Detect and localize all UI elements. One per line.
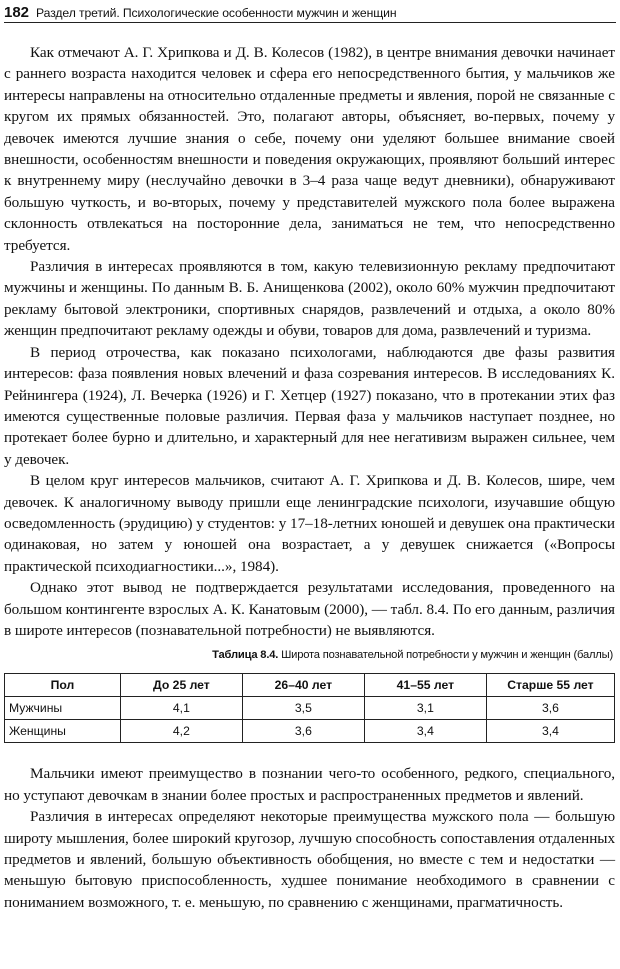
paragraph: Различия в интересах определяют некоторые преимущества мужского пола — большую широту мышления, более широкий кругозор, лучшую способность сопоставления отдаленных предметов и явлений, большую объективность обобщения, но вместе с тем и недостатки — меньшую бытовую приспособленность, худшее понимание необходимого в сравнении с пониманием возможного, т. е. меньшую, по сравнению с женщинами, прагматичность.: [4, 808, 615, 911]
table-header-cell: До 25 лет: [120, 674, 242, 697]
page-body: [4, 42, 615, 913]
table-caption-text: Широта познавательной потребности у мужчин и женщин (баллы): [281, 649, 613, 662]
data-table: [4, 673, 615, 743]
table-header-cell: 41–55 лет: [364, 674, 486, 697]
table-header-row: [5, 674, 615, 697]
table-cell: 3,5: [242, 697, 364, 720]
table-row: [5, 697, 615, 720]
table-cell: 3,1: [364, 697, 486, 720]
paragraph: Различия в интересах проявляются в том, какую телевизионную рекламу предпочитают мужчины и женщины. По данным В. Б. Анищенкова (2002), около 60% мужчин предпочитают рекламу бытовой электроники, спортивных снарядов, развлечений и отдыха, а около 80% женщин предпочитают рекламу одежды и обуви, товаров для дома, развлечений и туризма.: [4, 258, 615, 340]
table-caption: [4, 649, 613, 661]
paragraph: Мальчики имеют преимущество в познании чего-то особенного, редкого, специального, но уступают девочкам в знании более простых и распространенных предметов и явлений.: [4, 765, 615, 804]
table-cell: 3,6: [486, 697, 614, 720]
table-cell: 4,2: [120, 720, 242, 743]
running-header: [4, 2, 616, 23]
paragraph: В целом круг интересов мальчиков, считают А. Г. Хрипкова и Д. В. Колесов, шире, чем девочек. К аналогичному выводу пришли еще ленинградские психологи, изучавшие общую осведомленность (эрудицию) у студентов: у 17–18-летних юношей и девушек она практически одинаковая, но затем у юношей она возрастает, а у девушек снижается («Вопросы практической психодиагностики...», 1984).: [4, 472, 615, 575]
table-cell: Женщины: [5, 720, 121, 743]
table-header-cell: 26–40 лет: [242, 674, 364, 697]
page-number: 182: [4, 4, 30, 21]
paragraph: В период отрочества, как показано психологами, наблюдаются две фазы развития интересов: фаза появления новых влечений и фаза созревания интересов. В исследованиях К. Рейнингера (1924), Л. Вечерка (1926) и Г. Хетцер (1927) показано, что в протекании этих фаз имеются существенные половые различия. Первая фаза у мальчиков наступает позднее, но протекает более бурно и длительно, и характерный для нее негативизм выражен сильнее, чем у девочек.: [4, 343, 615, 468]
table-cell: 3,6: [242, 720, 364, 743]
paragraph: Однако этот вывод не подтверждается результатами исследования, проведенного на большом контингенте взрослых А. К. Канатовым (2000), — табл. 8.4. По его данным, различия в широте интересов (познавательной потребности) не выявляются.: [4, 579, 615, 639]
table-cell: 3,4: [486, 720, 614, 743]
table-cell: Мужчины: [5, 697, 121, 720]
running-title: Раздел третий. Психологические особенности мужчин и женщин: [36, 6, 397, 20]
table-cell: 3,4: [364, 720, 486, 743]
table-header-cell: Пол: [5, 674, 121, 697]
table-header-cell: Старше 55 лет: [486, 674, 614, 697]
paragraph: Как отмечают А. Г. Хрипкова и Д. В. Колесов (1982), в центре внимания девочки начинает с раннего возраста находится человек и сфера его непосредственного бытия, у мальчиков же интересы направлены на относительно отдаленные предметы и явления, порой не связанные с кругом их прямых обязанностей. Это, полагают авторы, объясняет, во-первых, почему у девочек имеются лучшие знания о себе, почему они уделяют большее внимание своей внешности, особенностям внешности и поведения окружающих, проявляют больший интерес к внутреннему миру (неслучайно девочки в 3–4 раза чаще ведут дневники), обнаруживают большую чуткость, и во-вторых, почему у представителей мужского пола более выражена склонность отвлекаться на посторонние дела, заниматься не тем, что непосредственно требуется.: [4, 44, 615, 254]
table-row: [5, 720, 615, 743]
table-caption-label: Таблица 8.4.: [212, 649, 279, 662]
table-cell: 4,1: [120, 697, 242, 720]
after-table-text: [4, 763, 615, 913]
